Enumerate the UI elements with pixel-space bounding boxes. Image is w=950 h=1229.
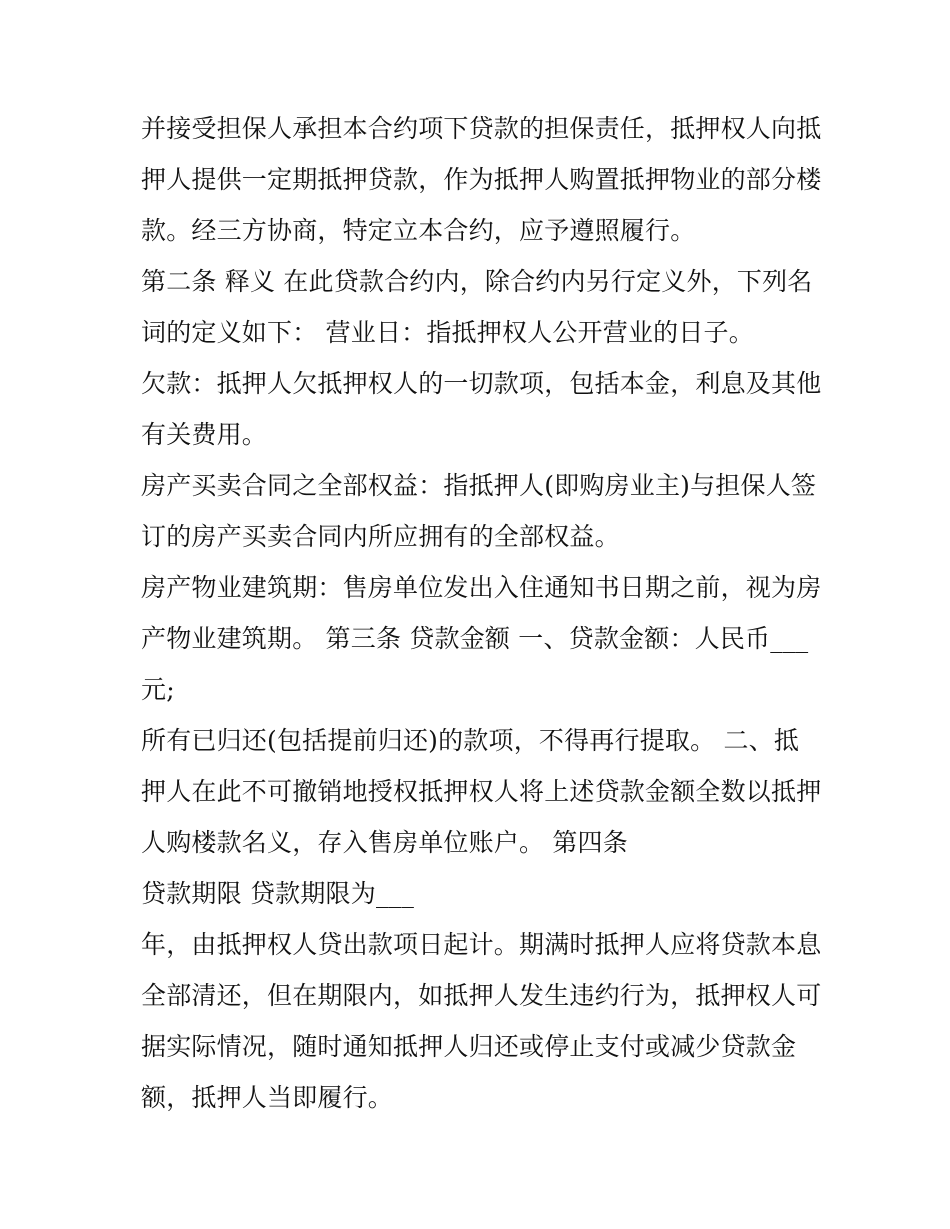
text-line: 押人提供一定期抵押贷款，作为抵押人购置抵押物业的部分楼 (141, 165, 822, 194)
text-line: 据实际情况，随时通知抵押人归还或停止支付或减少贷款金 (141, 1032, 797, 1061)
text-line: 全部清还，但在期限内，如抵押人发生违约行为，抵押权人可 (141, 981, 822, 1010)
text-line: 贷款期限 贷款期限为___ (141, 879, 415, 908)
text-line: 年，由抵押权人贷出款项日起计。期满时抵押人应将贷款本息 (141, 930, 822, 959)
text-line: 欠款：抵押人欠抵押权人的一切款项，包括本金，利息及其他 (141, 369, 822, 398)
text-line: 产物业建筑期。 第三条 贷款金额 一、贷款金额：人民币___ (141, 624, 809, 653)
text-line: 所有已归还(包括提前归还)的款项，不得再行提取。 二、抵 (141, 726, 800, 755)
text-line: 并接受担保人承担本合约项下贷款的担保责任，抵押权人向抵 (141, 114, 822, 143)
text-line: 人购楼款名义，存入售房单位账户。 第四条 (141, 828, 628, 857)
text-line: 第二条 释义 在此贷款合约内，除合约内另行定义外，下列名 (141, 267, 813, 296)
text-line: 额，抵押人当即履行。 (141, 1083, 394, 1112)
text-line: 款。经三方协商，特定立本合约，应予遵照履行。 (141, 216, 696, 245)
text-line: 元; (141, 675, 175, 704)
text-line: 押人在此不可撤销地授权抵押权人将上述贷款金额全数以抵押 (141, 777, 822, 806)
text-line: 订的房产买卖合同内所应拥有的全部权益。 (141, 522, 620, 551)
text-line: 词的定义如下： 营业日：指抵押权人公开营业的日子。 (141, 318, 754, 347)
text-line: 有关费用。 (141, 420, 268, 449)
text-line: 房产物业建筑期：售房单位发出入住通知书日期之前，视为房 (141, 573, 822, 602)
text-line: 房产买卖合同之全部权益：指抵押人(即购房业主)与担保人签 (141, 471, 817, 500)
